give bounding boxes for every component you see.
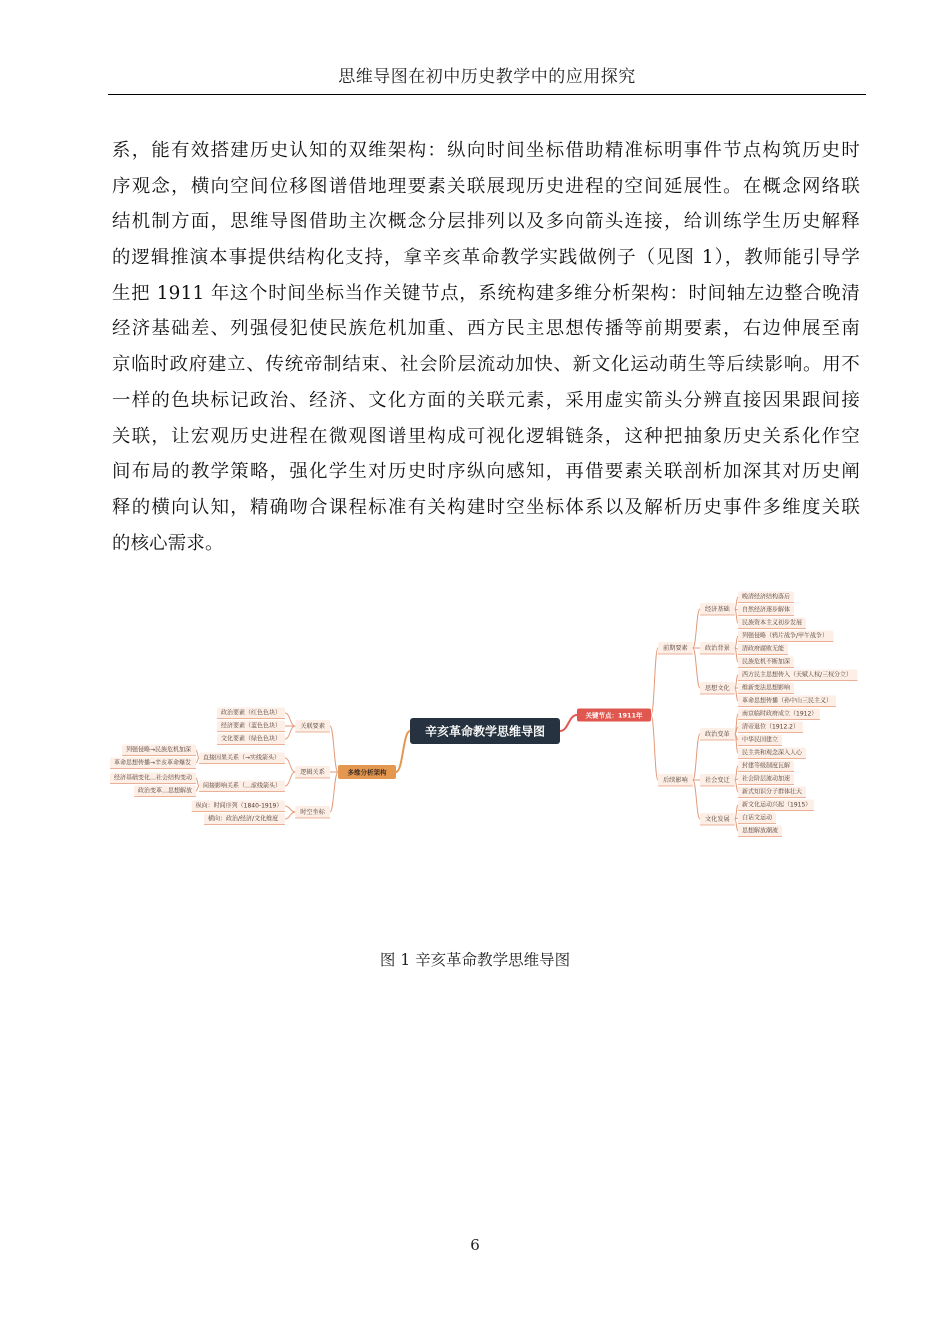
- body-line: 一样的色块标记政治、经济、文化方面的关联元素，采用虚实箭头分辨直接因果跟间接: [112, 389, 860, 411]
- mindmap-keynode-label: 关键节点：1911年: [585, 711, 643, 720]
- mindmap-connector: [196, 778, 199, 786]
- mindmap-connector: [693, 609, 700, 648]
- body-line: 的核心需求。: [112, 532, 224, 554]
- body-paragraph: [112, 133, 860, 561]
- mindmap-group-label: 时空坐标: [300, 809, 325, 816]
- body-line: 的逻辑推演本事提供结构化支持，拿辛亥革命教学实践做例子（见图 1），教师能引导学: [112, 247, 860, 269]
- body-line: 生把 1911 年这个时间坐标当作关键节点，系统构建多维分析架构：时间轴左边整合晚清: [112, 282, 860, 304]
- mindmap-diagram: [80, 588, 880, 856]
- mindmap-leaf-label: 封建等级制度瓦解: [742, 762, 791, 770]
- mindmap-leaf-label: 经济基础变化…社会结构变动: [114, 774, 193, 782]
- mindmap-leaf-label: 新文化运动兴起（1915）: [742, 801, 812, 809]
- mindmap-connector: [196, 786, 199, 791]
- body-line: 结机制方面，思维导图借助主次概念分层排列以及多向箭头连接，给训练学生历史解释: [112, 211, 860, 233]
- mindmap-leaf-label: 革命思想传播（孙中山三民主义）: [742, 697, 833, 705]
- body-line: 序观念，横向空间位移图谱借地理要素关联展现历史进程的空间延展性。在概念网络联: [112, 175, 860, 197]
- mindmap-connector: [735, 805, 738, 819]
- mindmap-connector: [735, 688, 738, 701]
- mindmap-connector: [735, 766, 738, 780]
- mindmap-leaf-label: 列强侵略（鸦片战争/甲午战争）: [742, 632, 829, 640]
- mindmap-connector: [285, 726, 295, 739]
- mindmap-connector: [330, 726, 338, 772]
- mindmap-leaf-label: 民族危机不断加深: [742, 658, 791, 666]
- figure-caption: 图 1 辛亥革命教学思维导图: [379, 951, 571, 969]
- mindmap-connector: [651, 648, 658, 715]
- mindmap-connector: [285, 806, 295, 812]
- mindmap-leaf-label: 间接影响关系（…虚线箭头）: [203, 782, 282, 790]
- mindmap-group-label: 关联要素: [300, 723, 325, 730]
- mindmap-leaf-label: 政治要素（红色色块）: [221, 709, 282, 717]
- mindmap-leaf-label: 南京临时政府成立（1912）: [742, 710, 818, 718]
- mindmap-leaf-label: 政治变革…思想解放: [138, 787, 193, 795]
- mindmap-connector: [196, 750, 199, 758]
- mindmap-leaf-label: 文化要素（绿色色块）: [221, 735, 282, 743]
- mindmap-leaf-label: 清政府腐败无能: [742, 645, 785, 653]
- mindmap-connector: [196, 758, 199, 763]
- mindmap-connector: [735, 648, 738, 662]
- mindmap-group-label: 政治背景: [705, 645, 730, 652]
- mindmap-group-label: 逻辑关系: [300, 769, 325, 776]
- mindmap-connector: [735, 780, 738, 792]
- mindmap-leaf-label: 自然经济逐步解体: [742, 606, 791, 614]
- mindmap-connector: [285, 772, 295, 786]
- mindmap-group-label: 政治变革: [705, 731, 730, 738]
- mindmap-leaf-label: 维新变法思想影响: [742, 684, 791, 692]
- mindmap-center-label: 辛亥革命教学思维导图: [424, 724, 546, 739]
- mindmap-group-label: 思想文化: [705, 685, 730, 692]
- mindmap-connector: [735, 819, 738, 831]
- mindmap-connector: [735, 675, 738, 688]
- page-number: 6: [470, 1236, 480, 1254]
- mindmap-connector: [735, 636, 738, 648]
- body-line: 释的横向认知，精确吻合课程标准有关构建时空坐标体系以及解析历史事件多维度关联: [112, 496, 860, 518]
- mindmap-leaf-label: 晚清经济结构落后: [742, 593, 791, 601]
- mindmap-leaf-label: 中华民国建立: [742, 736, 779, 744]
- mindmap-leaf-label: 民族资本主义初步发展: [742, 619, 803, 627]
- mindmap-connector: [693, 648, 700, 688]
- mindmap-group-label: 经济基础: [705, 606, 730, 613]
- body-line: 京临时政府建立、传统帝制结束、社会阶层流动加快、新文化运动萌生等后续影响。用不: [112, 354, 860, 376]
- mindmap-connector: [396, 731, 410, 772]
- mindmap-connector: [285, 713, 295, 726]
- mindmap-leaf-label: 列强侵略→民族危机加深: [126, 746, 192, 754]
- mindmap-connector: [693, 780, 700, 819]
- mindmap-leaf-label: 民主共和观念深入人心: [742, 749, 803, 757]
- mindmap-left-main-label: 多维分析架构: [347, 768, 387, 777]
- mindmap-leaf-label: 革命思想传播→辛亥革命爆发: [114, 759, 192, 767]
- mindmap-connector: [735, 609, 738, 623]
- mindmap-leaf-label: 直接因果关系（→实线箭头）: [203, 754, 281, 762]
- mindmap-leaf-label: 横向：政治/经济/文化维度: [208, 815, 279, 823]
- header-divider: [108, 94, 866, 95]
- mindmap-connector: [330, 772, 338, 812]
- mindmap-leaf-label: 思想解放潮流: [742, 827, 779, 835]
- body-line: 间布局的教学策略，强化学生对历史时序纵向感知，再借要素关联剖析加深其对历史阐: [112, 461, 860, 483]
- body-line: 经济基础差、列强侵犯使民族危机加重、西方民主思想传播等前期要素，右边伸展至南: [112, 318, 860, 340]
- mindmap-figure: [80, 588, 880, 856]
- body-line: 系，能有效搭建历史认知的双维架构：纵向时间坐标借助精准标明事件节点构筑历史时: [112, 140, 860, 161]
- mindmap-group-label: 社会变迁: [705, 777, 730, 784]
- body-line: 关联，让宏观历史进程在微观图谱里构成可视化逻辑链条，这种把抽象历史关系化作空: [112, 425, 860, 447]
- mindmap-group-label: 前期要素: [663, 645, 688, 652]
- mindmap-leaf-label: 纵向：时间序列（1840-1919）: [195, 802, 283, 810]
- mindmap-leaf-label: 西方民主思想传入（天赋人权/三权分立）: [742, 671, 853, 679]
- mindmap-group-label: 后续影响: [663, 777, 688, 784]
- mindmap-group-label: 文化发展: [705, 816, 730, 823]
- mindmap-connector: [285, 758, 295, 772]
- mindmap-connector: [651, 715, 658, 780]
- mindmap-leaf-label: 白话文运动: [742, 814, 773, 822]
- mindmap-connector: [285, 812, 295, 819]
- page-header-title: 思维导图在初中历史教学中的应用探究: [338, 67, 636, 87]
- mindmap-connector: [735, 597, 738, 609]
- mindmap-leaf-label: 新式知识分子群体壮大: [742, 788, 803, 796]
- mindmap-leaf-label: 社会阶层流动加速: [742, 775, 791, 783]
- mindmap-leaf-label: 清帝退位（1912.2）: [742, 723, 799, 731]
- mindmap-connector: [560, 715, 577, 731]
- mindmap-connector: [693, 734, 700, 780]
- mindmap-leaf-label: 经济要素（蓝色色块）: [221, 722, 282, 730]
